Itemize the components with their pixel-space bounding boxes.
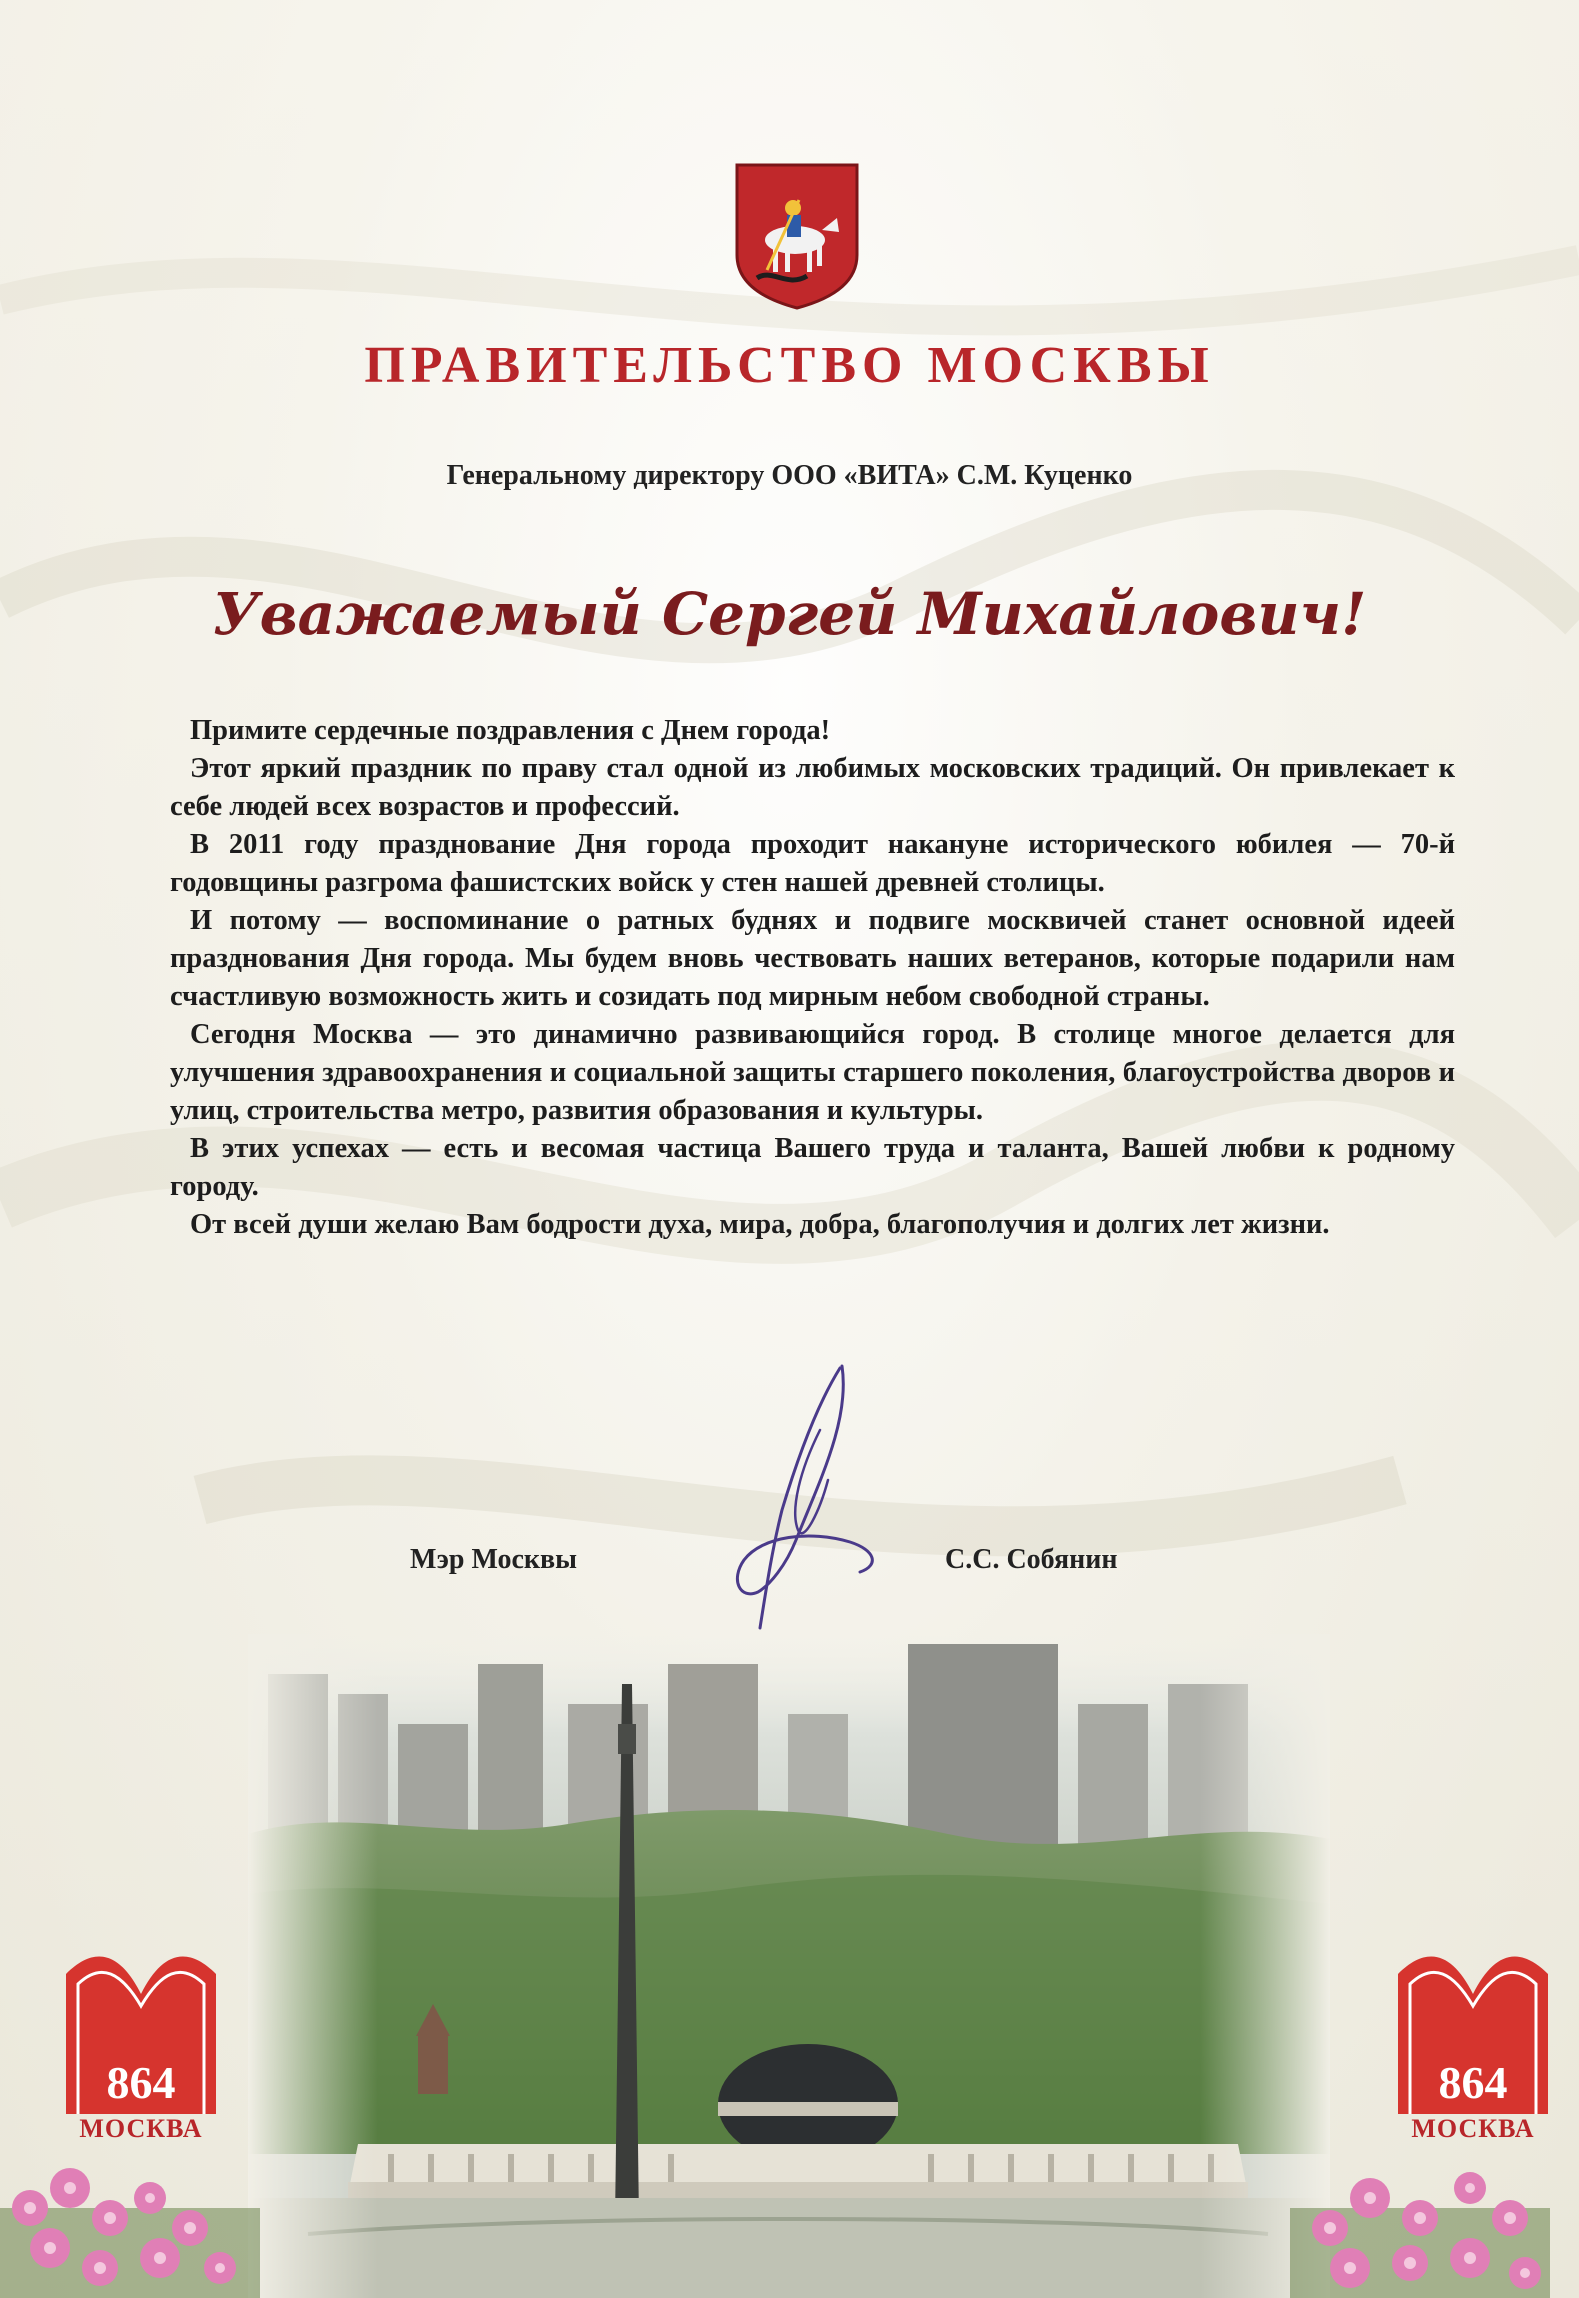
flowers-decoration-icon: [1290, 2148, 1550, 2298]
letter-paragraph: Сегодня Москва — это динамично развивающийся город. В столице многое делается для улучшения здравоохранения и социальной защиты старшего поколения, благоустройства дворов и улиц, строительства метро, развития образования и культуры.: [170, 1019, 1455, 1126]
letter-paragraph: В этих успехах — есть и весомая частица Вашего труда и таланта, Вашей любви к родному городу.: [170, 1133, 1455, 1202]
letter-paragraph: От всей души желаю Вам бодрости духа, мира, добра, благополучия и долгих лет жизни.: [190, 1209, 1330, 1240]
moscow-coat-of-arms-icon: [727, 160, 867, 310]
letter-paragraph: Этот яркий праздник по праву стал одной из любимых московских традиций. Он привлекает к себе людей всех возрастов и профессий.: [170, 753, 1455, 822]
flowers-decoration-icon: [0, 2148, 260, 2298]
recipient-line: Генеральному директору ООО «ВИТА» С.М. Куценко: [446, 460, 1133, 491]
moscow-864-logo: [66, 1944, 216, 2164]
victory-park-photo: [248, 1634, 1330, 2298]
salutation: Уважаемый Сергей Михайлович!: [212, 580, 1367, 648]
signature-title: Мэр Москвы: [410, 1544, 578, 1575]
letter-body: [170, 712, 1455, 1244]
logo-number: 864: [106, 2057, 176, 2108]
logo-city: МОСКВА: [79, 2114, 203, 2143]
handwritten-signature: [700, 1360, 900, 1640]
signature-name: С.С. Собянин: [945, 1544, 1118, 1575]
organization-title: ПРАВИТЕЛЬСТВО МОСКВЫ: [364, 337, 1215, 394]
letter-paragraph: И потому — воспоминание о ратных буднях и подвиге москвичей станет основной идеей празднования Дня города. Мы будем вновь чествовать наших ветеранов, которые подарили нам счастливую возможность жить и созидать под мирным небом свободной страны.: [170, 905, 1455, 1012]
logo-number: 864: [1438, 2057, 1508, 2108]
letter-paragraph: Примите сердечные поздравления с Днем города!: [190, 715, 831, 746]
logo-city: МОСКВА: [1411, 2114, 1535, 2143]
letter-paragraph: В 2011 году празднование Дня города проходит накануне исторического юбилея — 70-й годовщины разгрома фашистских войск у стен нашей древней столицы.: [170, 829, 1455, 898]
moscow-864-logo: [1398, 1944, 1548, 2164]
